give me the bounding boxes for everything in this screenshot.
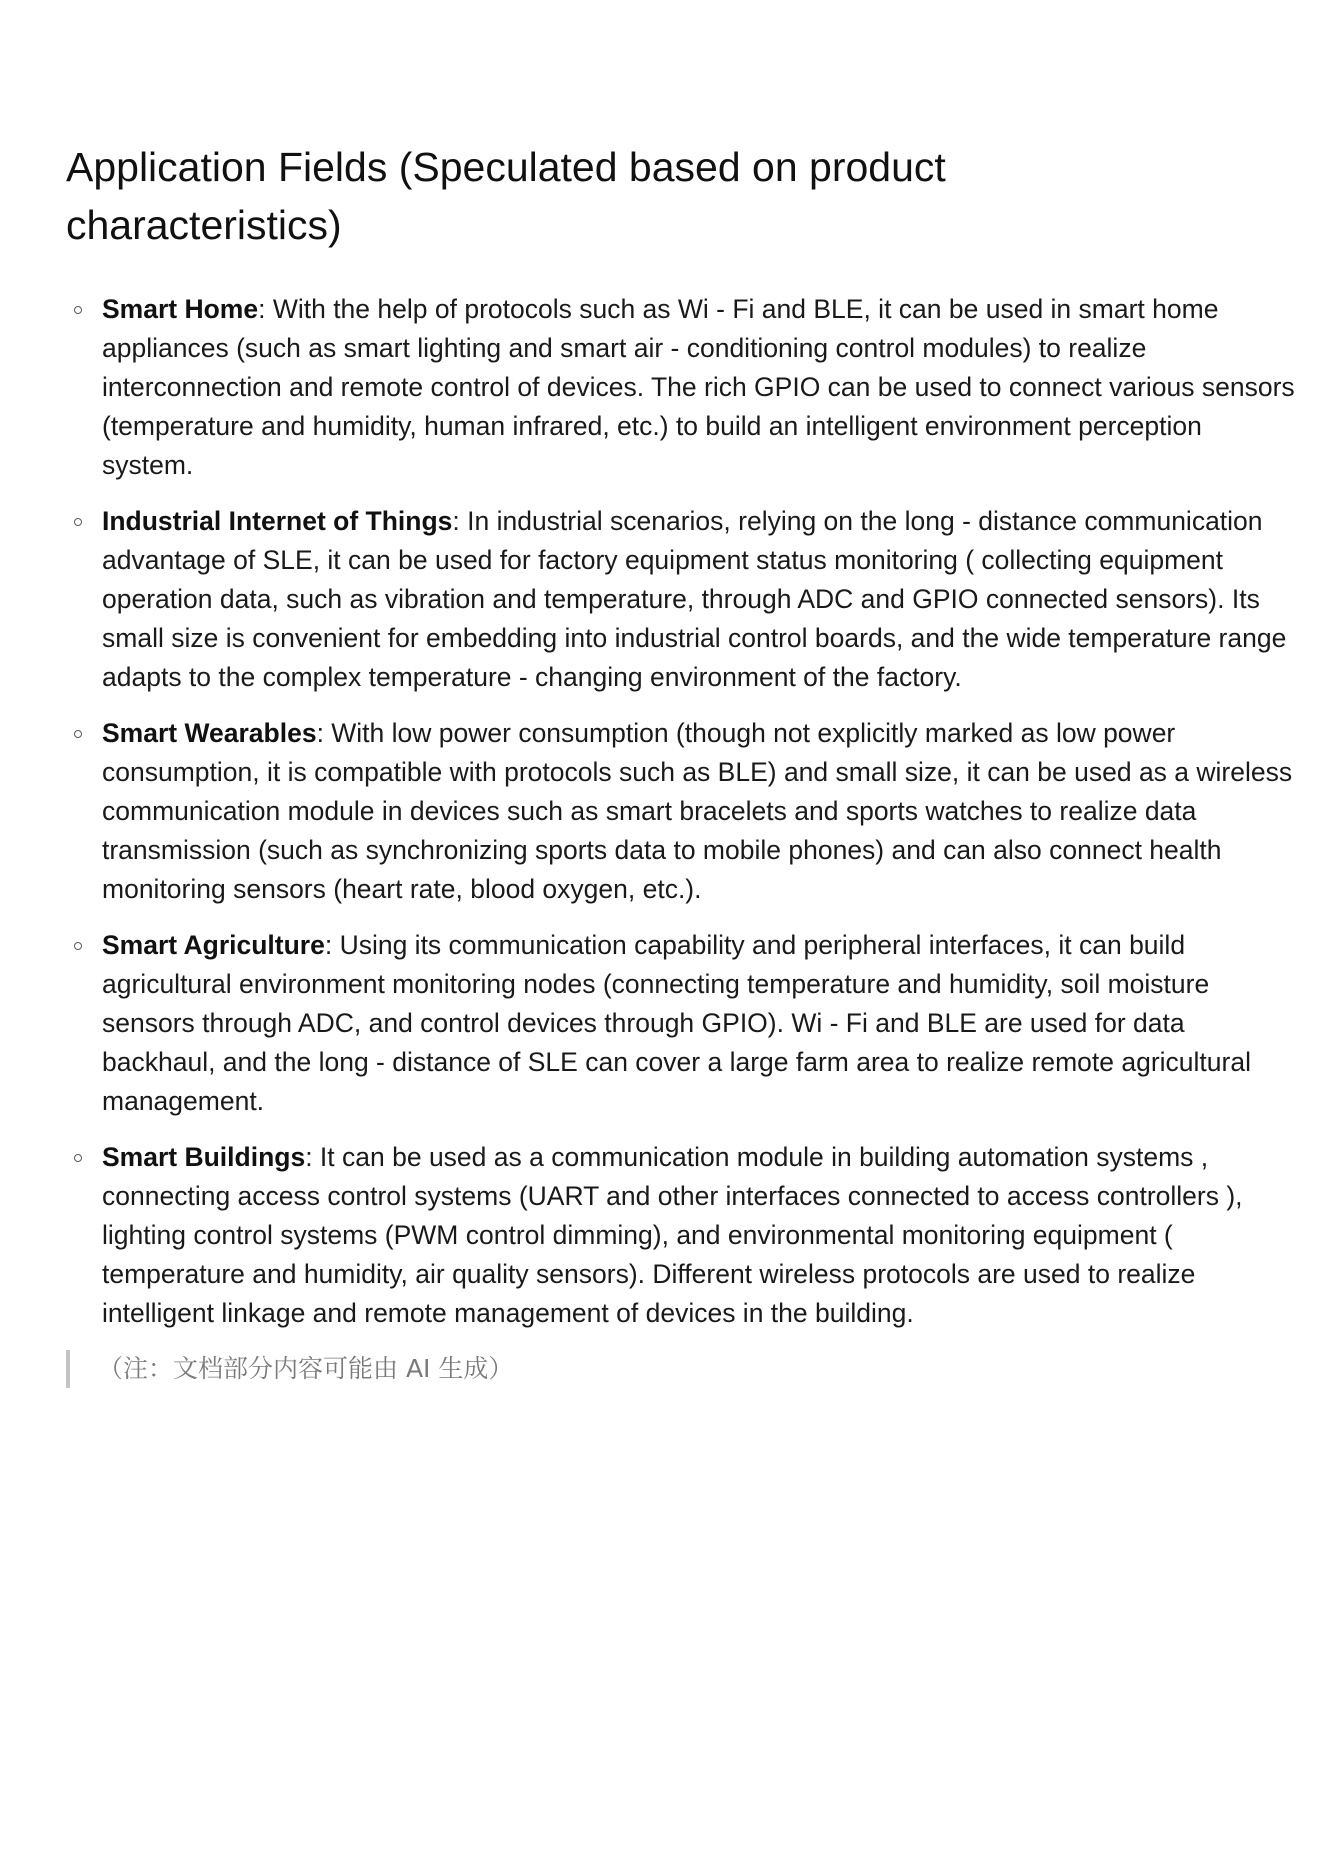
item-description: : It can be used as a communication module in building automation systems , connecting access control systems (UART and other interfaces connected to access controllers ), lighting control systems (PWM control dimming), and environmental monitoring equipment ( temperature and humidity, air quality sensors). Different wireless protocols are used to realize intelligent linkage and remote management of devices in the building. <box>102 1142 1243 1328</box>
list-item-industrial-iot <box>66 502 1296 697</box>
list-item-smart-agriculture <box>66 926 1296 1121</box>
item-term: Smart Home <box>102 294 259 324</box>
ai-generated-note: （注：文档部分内容可能由 AI 生成） <box>66 1350 1296 1388</box>
item-description: : With low power consumption (though not explicitly marked as low power consumption, it is compatible with protocols such as BLE) and small size, it can be used as a wireless communication module in devices such as smart bracelets and sports watches to realize data transmission (such as synchronizing sports data to mobile phones) and can also connect health monitoring sensors (heart rate, blood oxygen, etc.). <box>102 718 1293 904</box>
hollow-circle-bullet-icon <box>74 1154 82 1162</box>
item-description: : In industrial scenarios, relying on the long - distance communication advantage of SLE, it can be used for factory equipment status monitoring ( collecting equipment operation data, such as vibration and temperature, through ADC and GPIO connected sensors). Its small size is convenient for embedding into industrial control boards, and the wide temperature range adapts to the complex temperature - changing environment of the factory. <box>102 506 1287 692</box>
hollow-circle-bullet-icon <box>74 518 82 526</box>
item-description: : With the help of protocols such as Wi - Fi and BLE, it can be used in smart home appliances (such as smart lighting and smart air - conditioning control modules) to realize interconnection and remote control of devices. The rich GPIO can be used to connect various sensors (temperature and humidity, human infrared, etc.) to build an intelligent environment perception system. <box>102 294 1295 480</box>
application-fields-list <box>66 290 1296 1333</box>
list-item-smart-buildings <box>66 1138 1296 1333</box>
document-page <box>66 138 1296 1388</box>
item-term: Smart Buildings <box>102 1142 306 1172</box>
item-term: Industrial Internet of Things <box>102 506 453 536</box>
hollow-circle-bullet-icon <box>74 730 82 738</box>
hollow-circle-bullet-icon <box>74 942 82 950</box>
item-description: : Using its communication capability and peripheral interfaces, it can build agricultural environment monitoring nodes (connecting temperature and humidity, soil moisture sensors through ADC, and control devices through GPIO). Wi - Fi and BLE are used for data backhaul, and the long - distance of SLE can cover a large farm area to realize remote agricultural management. <box>102 930 1251 1116</box>
item-term: Smart Agriculture <box>102 930 325 960</box>
list-item-smart-wearables <box>66 714 1296 909</box>
item-term: Smart Wearables <box>102 718 317 748</box>
hollow-circle-bullet-icon <box>74 306 82 314</box>
list-item-smart-home <box>66 290 1296 485</box>
page-title: Application Fields (Speculated based on product characteristics) <box>66 144 946 248</box>
